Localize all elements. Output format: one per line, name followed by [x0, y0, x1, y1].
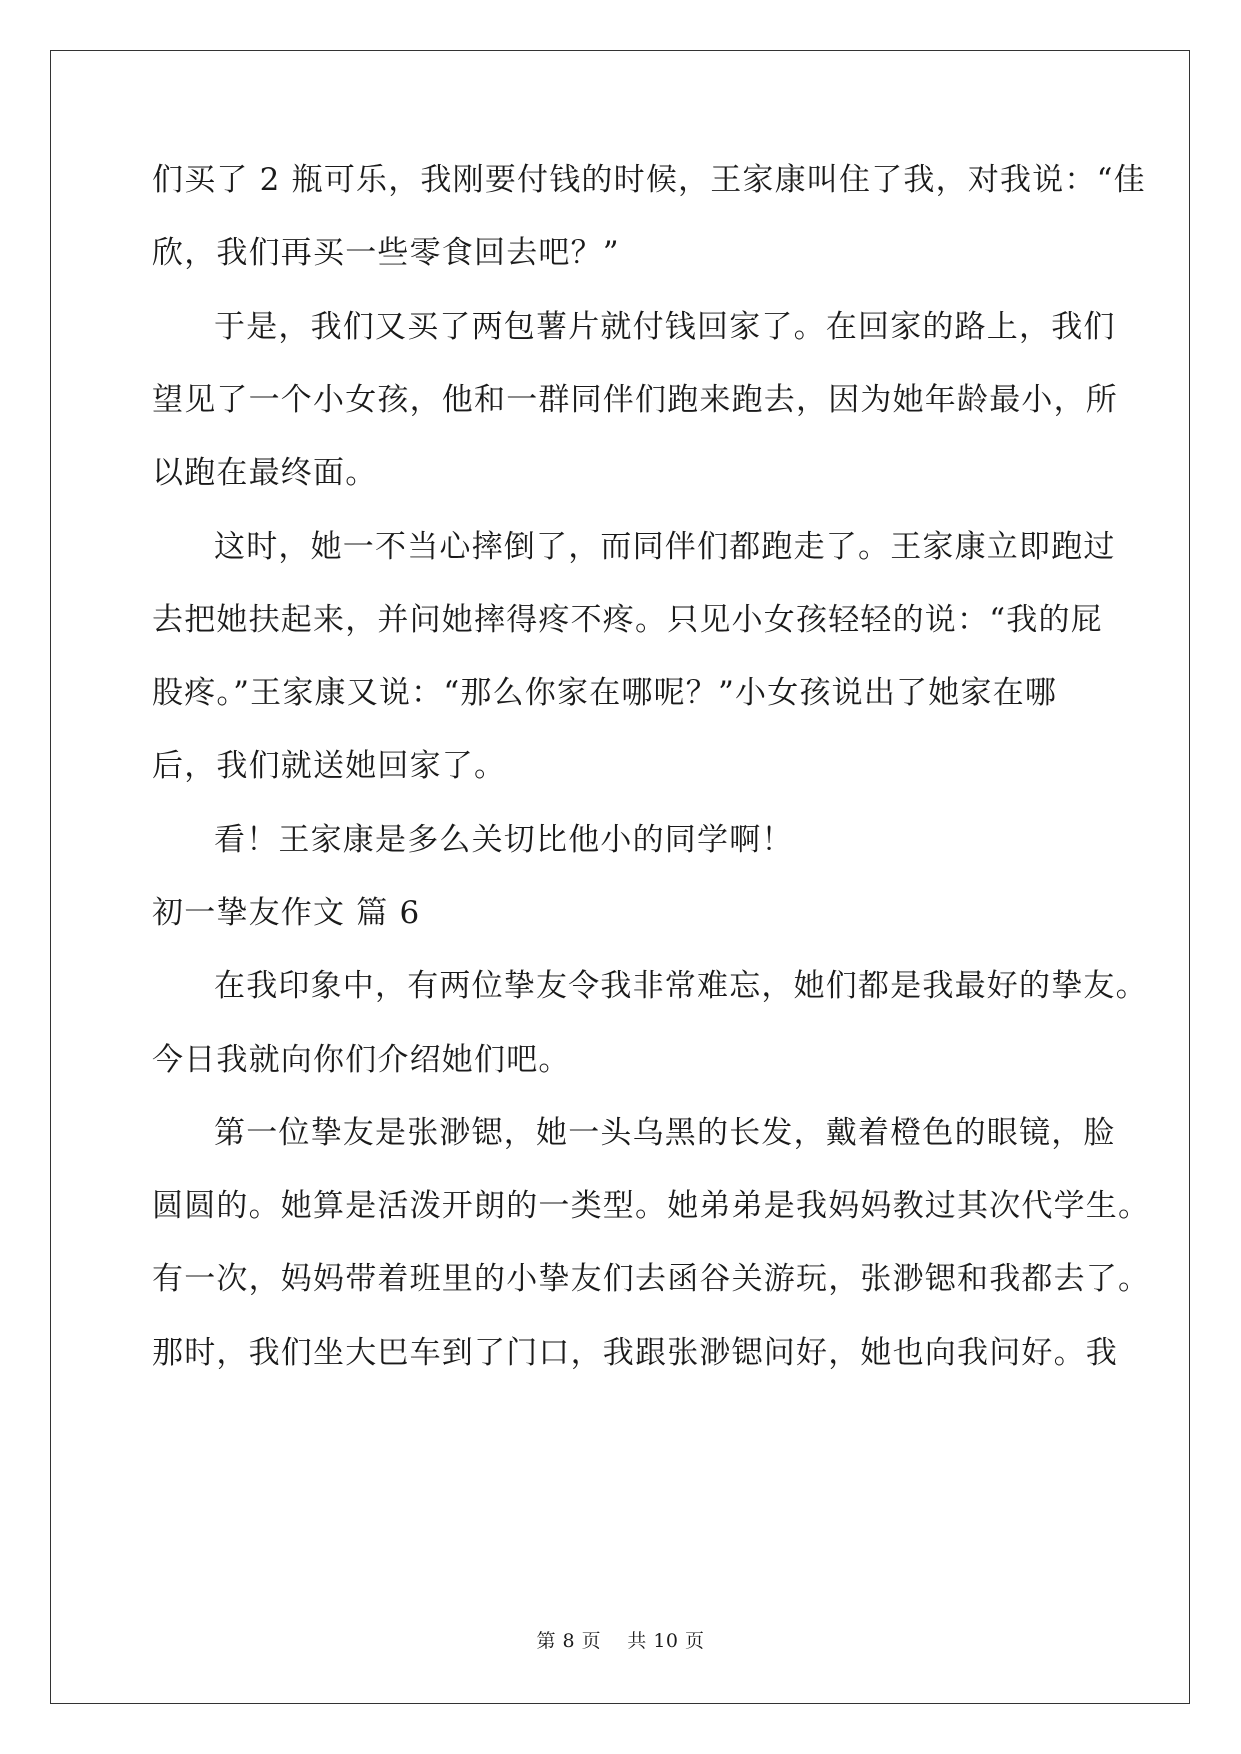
text-line: 望见了一个小女孩，他和一群同伴们跑来跑去，因为她年龄最小，所 — [152, 382, 1118, 418]
text-line: 今日我就向你们介绍她们吧。 — [152, 1042, 571, 1078]
text-line: 去把她扶起来，并问她摔得疼不疼。只见小女孩轻轻的说：“我的屁 — [152, 602, 1103, 638]
text-line: 第一位挚友是张渺锶，她一头乌黑的长发，戴着橙色的眼镜，脸 — [214, 1115, 1116, 1151]
page-number-label: 第 8 页 共 10 页 — [536, 1630, 705, 1652]
text-line: 们买了 2 瓶可乐，我刚要付钱的时候，王家康叫住了我，对我说：“佳 — [152, 162, 1146, 198]
text-line: 股疼。”王家康又说：“那么你家在哪呢？”小女孩说出了她家在哪 — [152, 675, 1058, 711]
section-heading: 初一挚友作文 篇 6 — [152, 895, 421, 931]
text-line: 在我印象中，有两位挚友令我非常难忘，她们都是我最好的挚友。 — [214, 968, 1148, 1004]
text-line: 有一次，妈妈带着班里的小挚友们去函谷关游玩，张渺锶和我都去了。 — [152, 1261, 1151, 1297]
text-line: 以跑在最终面。 — [152, 455, 378, 491]
text-line: 那时，我们坐大巴车到了门口，我跟张渺锶问好，她也向我问好。我 — [152, 1335, 1118, 1371]
page-footer — [0, 1626, 1241, 1653]
text-line: 看！王家康是多么关切比他小的同学啊！ — [214, 822, 794, 858]
text-line: 后，我们就送她回家了。 — [152, 748, 507, 784]
text-line: 于是，我们又买了两包薯片就付钱回家了。在回家的路上，我们 — [214, 309, 1116, 345]
text-line: 欣，我们再买一些零食回去吧？” — [152, 235, 620, 271]
page-frame — [50, 50, 1190, 1704]
text-line: 圆圆的。她算是活泼开朗的一类型。她弟弟是我妈妈教过其次代学生。 — [152, 1188, 1151, 1224]
text-line: 这时，她一不当心摔倒了，而同伴们都跑走了。王家康立即跑过 — [214, 529, 1116, 565]
